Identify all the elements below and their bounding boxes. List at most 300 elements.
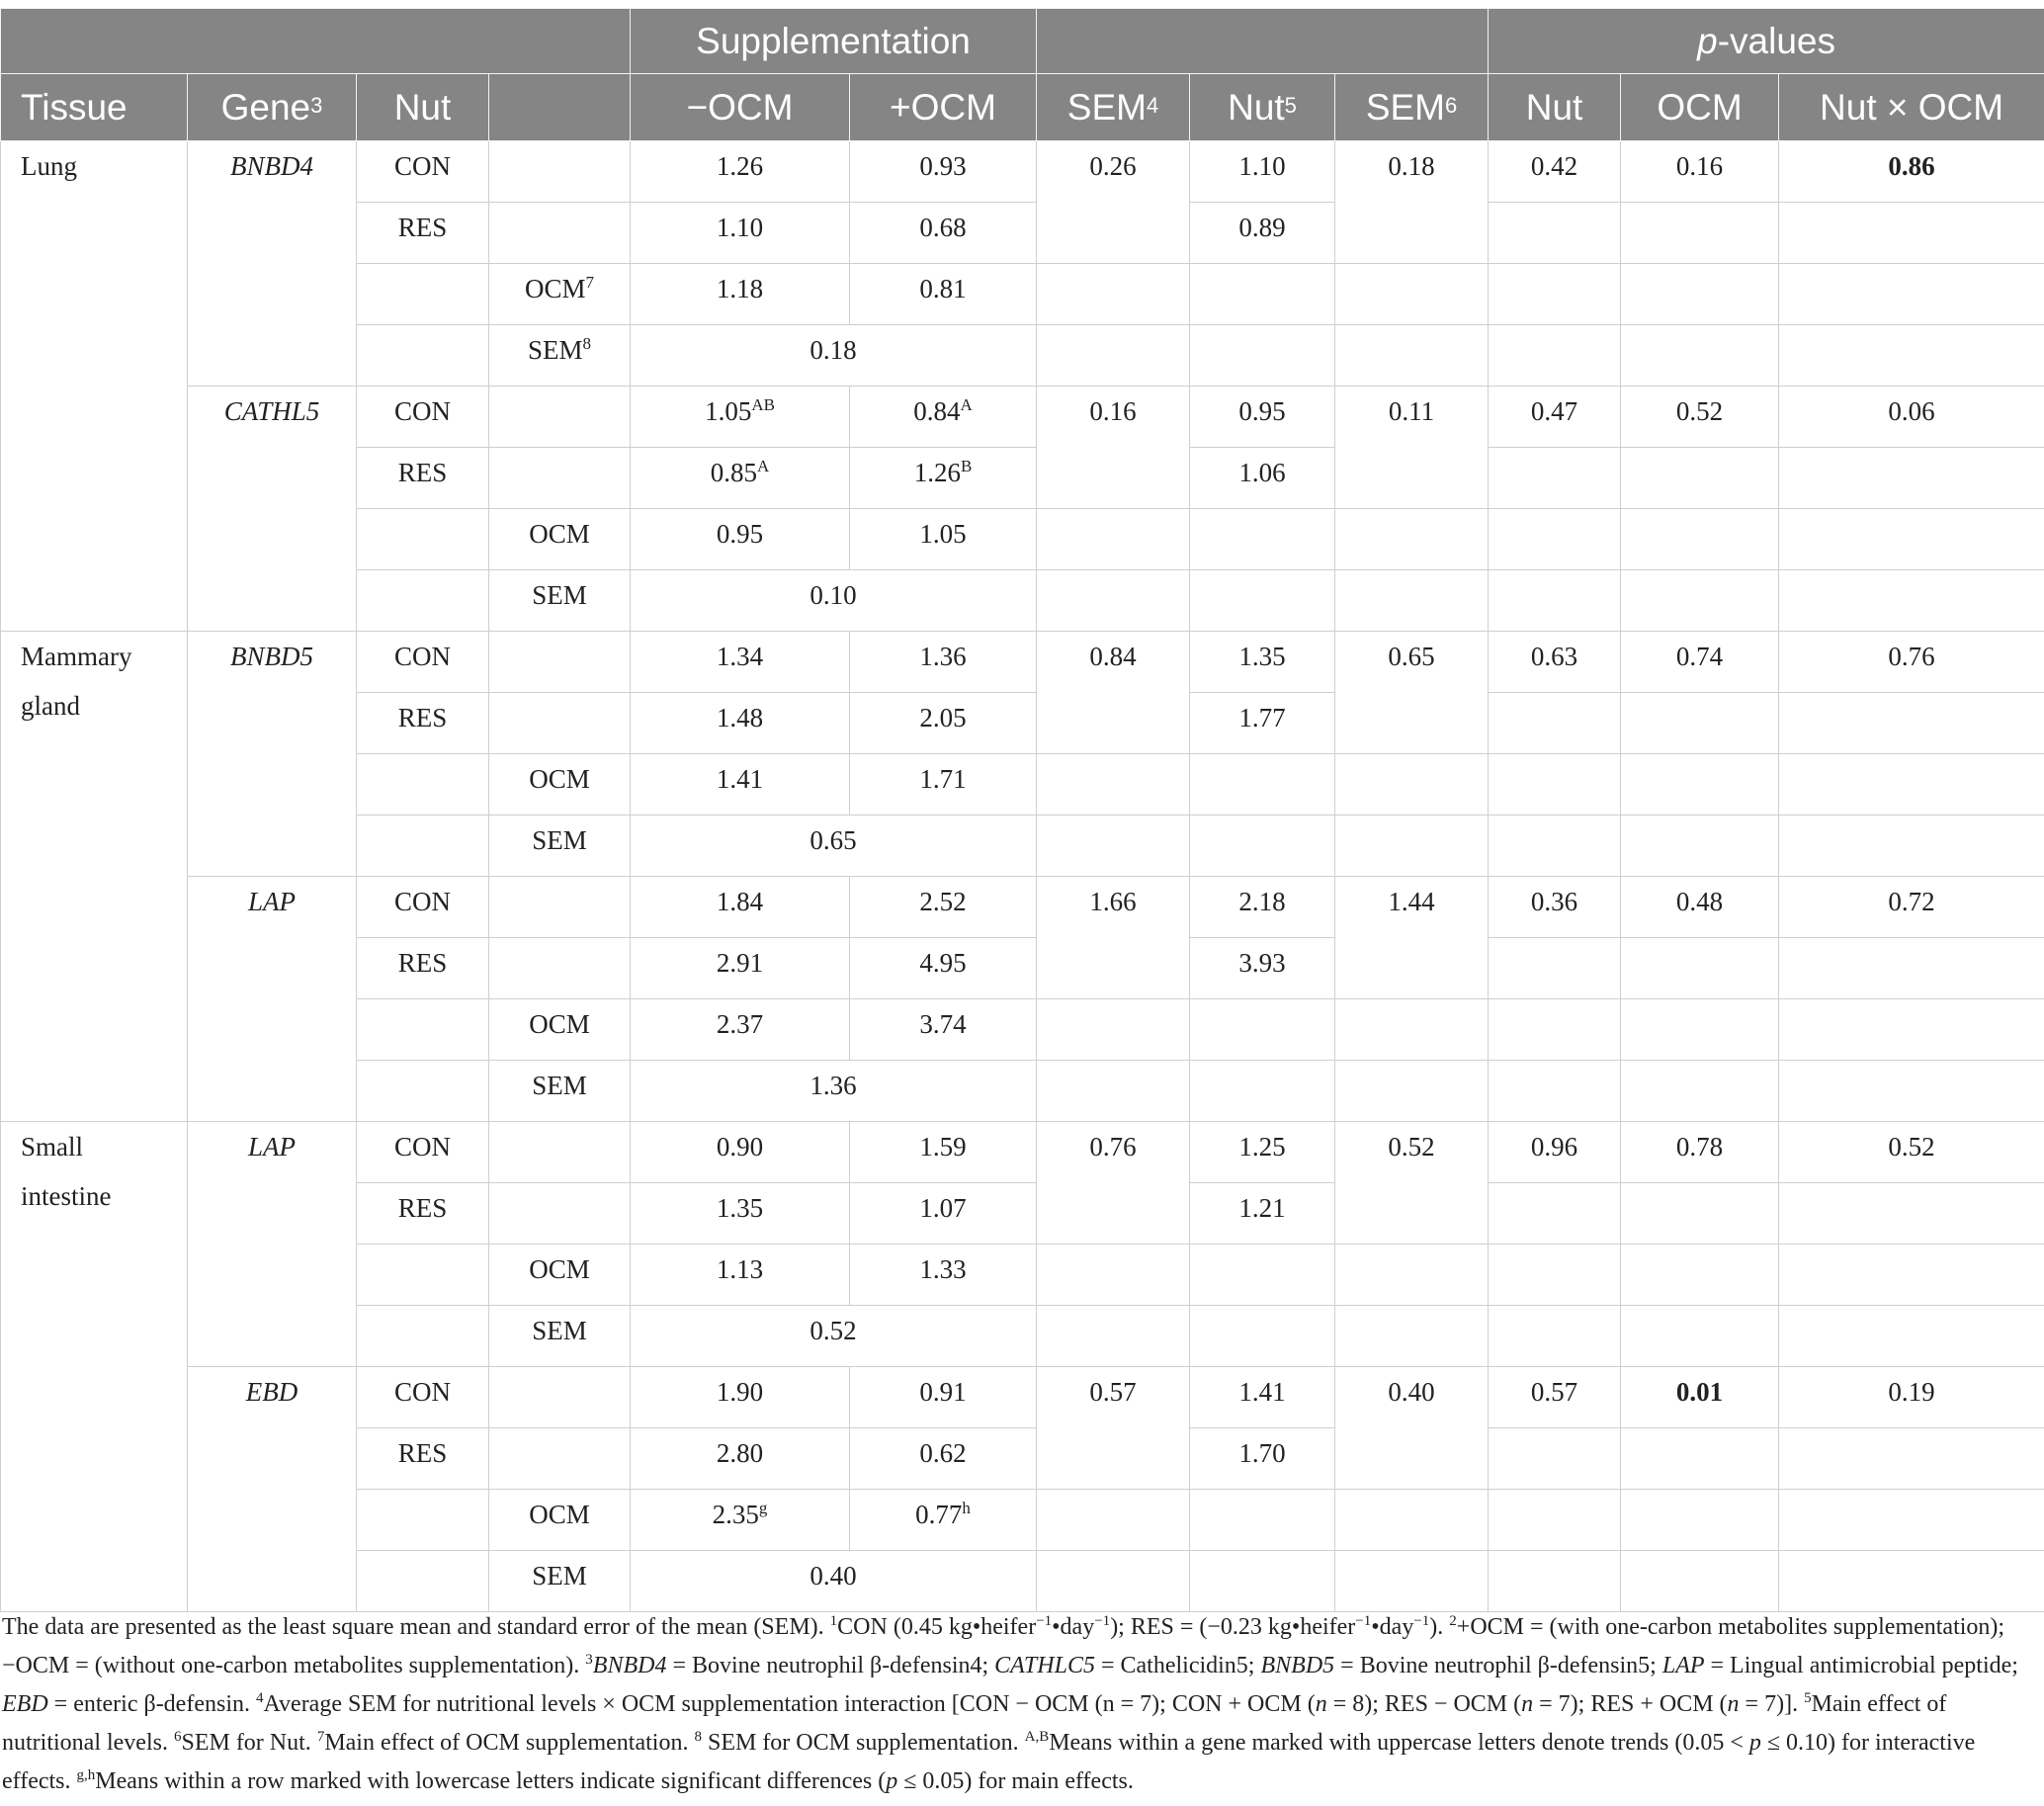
nut5-cell: [1190, 509, 1335, 570]
p-nut-cell: [1489, 632, 1621, 693]
factor-cell: [489, 938, 631, 999]
sem4-cell: [1037, 264, 1190, 325]
p-int-cell-value: 0.19: [1888, 1377, 1935, 1407]
sem6-cell: [1335, 999, 1489, 1061]
fn-text: SEM for Nut.: [181, 1730, 317, 1756]
p-nut-cell: [1489, 816, 1621, 877]
p-ocm-cell: [1621, 999, 1779, 1061]
nut-level-cell-value: CON: [393, 1377, 451, 1407]
p-int-cell: [1779, 509, 2044, 570]
p-nut-cell: [1489, 1122, 1621, 1183]
nut5-cell-value: 1.06: [1238, 458, 1286, 487]
nut5-cell-value: 1.41: [1238, 1377, 1286, 1407]
sem4-cell: [1037, 325, 1190, 387]
factor-cell-value: OCM: [529, 1009, 590, 1039]
fn-marker: −1: [1094, 1613, 1111, 1629]
minus-ocm-cell-value: 1.26: [716, 151, 764, 181]
p-int-cell: [1779, 264, 2044, 325]
p-ocm-cell: [1621, 1490, 1779, 1551]
tissue-cell-value: Lung: [21, 151, 77, 181]
col-sem6-label: SEM: [1365, 86, 1445, 128]
fn-text: = Bovine neutrophil β-defensin4;: [666, 1653, 995, 1678]
p-int-cell-value: 0.52: [1888, 1132, 1935, 1161]
plus-ocm-cell-value: 1.71: [919, 764, 967, 794]
p-ocm-cell: [1621, 938, 1779, 999]
plus-ocm-cell-sup: A: [960, 395, 973, 414]
p-nut-cell: [1489, 1183, 1621, 1245]
plus-ocm-cell: [850, 999, 1037, 1061]
sem6-cell: [1335, 632, 1489, 754]
p-ocm-cell: [1621, 1428, 1779, 1490]
plus-ocm-cell: [850, 1490, 1037, 1551]
nut-level-cell: [357, 1367, 489, 1428]
tissue-cell: [1, 141, 188, 632]
sem-ocm-cell: [631, 1306, 1037, 1367]
minus-ocm-cell-value: 1.13: [716, 1254, 764, 1284]
minus-ocm-cell-value: 2.37: [716, 1009, 764, 1039]
fn-gene: LAP: [1661, 1653, 1705, 1678]
p-nut-cell: [1489, 509, 1621, 570]
fn-gene: BNBD4: [592, 1653, 667, 1678]
minus-ocm-cell: [631, 1122, 850, 1183]
fn-marker: A,B: [1024, 1729, 1050, 1745]
sem4-cell: [1037, 1122, 1190, 1245]
nut-level-cell: [357, 1306, 489, 1367]
nut-level-cell-value: CON: [393, 396, 451, 426]
p-int-cell: [1779, 754, 2044, 816]
factor-cell: [489, 141, 631, 203]
nut-level-cell-value: RES: [397, 213, 448, 242]
sem6-cell: [1335, 1122, 1489, 1245]
col-nut5-label: Nut: [1228, 86, 1285, 128]
minus-ocm-cell: [631, 264, 850, 325]
nut-level-cell-value: RES: [397, 1438, 448, 1468]
factor-cell: [489, 1245, 631, 1306]
nut5-cell: [1190, 1428, 1335, 1490]
factor-cell: [489, 877, 631, 938]
plus-ocm-cell: [850, 877, 1037, 938]
sem6-cell: [1335, 1490, 1489, 1551]
minus-ocm-cell: [631, 1490, 850, 1551]
p-nut-cell: [1489, 570, 1621, 632]
minus-ocm-cell: [631, 448, 850, 509]
gene-cell: [188, 387, 357, 632]
minus-ocm-cell: [631, 999, 850, 1061]
factor-cell: [489, 387, 631, 448]
factor-cell: [489, 816, 631, 877]
minus-ocm-cell-value: 1.18: [716, 274, 764, 303]
plus-ocm-cell: [850, 632, 1037, 693]
nut5-cell: [1190, 999, 1335, 1061]
p-ocm-cell: [1621, 693, 1779, 754]
p-ocm-cell-value: 0.01: [1675, 1377, 1724, 1407]
minus-ocm-cell-value: 2.35: [712, 1500, 759, 1529]
tissue-cell: [1, 632, 188, 1122]
nut-level-cell: [357, 141, 489, 203]
factor-cell-value: OCM: [529, 519, 590, 549]
nut-level-cell: [357, 1183, 489, 1245]
header-pvalues: [1489, 9, 2044, 74]
factor-cell: [489, 1183, 631, 1245]
p-nut-cell: [1489, 141, 1621, 203]
table-row: [1, 387, 2044, 448]
p-int-cell: [1779, 693, 2044, 754]
fn-marker: 4: [255, 1690, 264, 1706]
minus-ocm-cell: [631, 1183, 850, 1245]
minus-ocm-cell-value: 0.85: [710, 458, 757, 487]
p-nut-cell: [1489, 387, 1621, 448]
col-sem4-sup: 4: [1146, 92, 1159, 118]
gene-cell-value: CATHL5: [223, 396, 320, 426]
plus-ocm-cell-value: 0.68: [919, 213, 967, 242]
plus-ocm-cell: [850, 1122, 1037, 1183]
fn-text: = enteric β-defensin.: [47, 1691, 256, 1717]
fn-text: •day: [1052, 1614, 1095, 1640]
header-row-2: [1, 74, 2044, 141]
nut-level-cell: [357, 632, 489, 693]
p-nut-cell: [1489, 999, 1621, 1061]
table-row: [1, 877, 2044, 938]
sem-ocm-cell-value: 0.18: [809, 335, 857, 365]
nut-level-cell-value: RES: [397, 458, 448, 487]
p-nut-cell: [1489, 1490, 1621, 1551]
col-tissue: Tissue: [1, 74, 188, 141]
minus-ocm-cell-sup: g: [758, 1499, 768, 1517]
factor-cell: [489, 754, 631, 816]
fn-marker: g,h: [76, 1767, 96, 1783]
fn-marker: 1: [829, 1613, 838, 1629]
sem4-cell: [1037, 1245, 1190, 1306]
gene-cell: [188, 1367, 357, 1612]
factor-cell-value: OCM: [524, 274, 586, 303]
col-gene-label: Gene: [220, 86, 311, 128]
nut5-cell: [1190, 1367, 1335, 1428]
plus-ocm-cell-value: 3.74: [919, 1009, 967, 1039]
nut5-cell: [1190, 816, 1335, 877]
gene-cell-value: LAP: [247, 1132, 296, 1161]
sem4-cell: [1037, 877, 1190, 999]
factor-cell: [489, 693, 631, 754]
factor-cell: [489, 632, 631, 693]
nut-level-cell-value: RES: [397, 703, 448, 732]
p-int-cell: [1779, 816, 2044, 877]
factor-cell: [489, 999, 631, 1061]
p-ocm-cell: [1621, 325, 1779, 387]
minus-ocm-cell-value: 1.05: [705, 396, 752, 426]
p-ocm-cell: [1621, 1367, 1779, 1428]
nut5-cell-value: 2.18: [1238, 887, 1286, 916]
gene-cell: [188, 1122, 357, 1367]
fn-text: = 8); RES − OCM (: [1326, 1691, 1522, 1717]
fn-text: Means within a row marked with lowercase letters indicate significant differences (: [95, 1768, 887, 1794]
p-int-cell: [1779, 1183, 2044, 1245]
sem4-cell-value: 1.66: [1089, 887, 1137, 916]
sem4-cell-value: 0.76: [1089, 1132, 1137, 1161]
factor-cell-value: SEM: [527, 335, 583, 365]
sem-ocm-cell-value: 1.36: [809, 1071, 857, 1100]
minus-ocm-cell: [631, 509, 850, 570]
minus-ocm-cell: [631, 877, 850, 938]
col-nut: Nut: [357, 74, 489, 141]
sem6-cell-value: 0.65: [1388, 642, 1435, 671]
minus-ocm-cell: [631, 1245, 850, 1306]
factor-cell: [489, 325, 631, 387]
plus-ocm-cell-value: 1.36: [919, 642, 967, 671]
plus-ocm-cell-value: 2.05: [919, 703, 967, 732]
factor-cell: [489, 509, 631, 570]
header-blank-2: [1037, 9, 1489, 74]
p-ocm-cell: [1621, 1306, 1779, 1367]
minus-ocm-cell-value: 1.41: [716, 764, 764, 794]
p-nut-cell: [1489, 448, 1621, 509]
fn-italic: n: [1315, 1691, 1327, 1717]
minus-ocm-cell: [631, 1367, 850, 1428]
nut5-cell-value: 3.93: [1238, 948, 1286, 978]
sem6-cell: [1335, 509, 1489, 570]
sem-ocm-cell: [631, 325, 1037, 387]
sem6-cell: [1335, 387, 1489, 509]
fn-marker: 7: [316, 1729, 325, 1745]
nut5-cell: [1190, 632, 1335, 693]
sem4-cell: [1037, 1490, 1190, 1551]
p-nut-cell: [1489, 1428, 1621, 1490]
p-nut-cell: [1489, 325, 1621, 387]
fn-marker: −1: [1036, 1613, 1053, 1629]
factor-cell-value: OCM: [529, 764, 590, 794]
gene-cell: [188, 877, 357, 1122]
col-sem6-sup: 6: [1445, 92, 1458, 118]
col-factor: [489, 74, 631, 141]
minus-ocm-cell-value: 1.34: [716, 642, 764, 671]
p-nut-cell-value: 0.36: [1530, 887, 1578, 916]
p-int-cell: [1779, 938, 2044, 999]
plus-ocm-cell: [850, 693, 1037, 754]
nut5-cell: [1190, 448, 1335, 509]
p-nut-cell: [1489, 1367, 1621, 1428]
minus-ocm-cell-sup: AB: [751, 395, 775, 414]
sem6-cell-value: 0.11: [1388, 396, 1435, 426]
factor-cell: [489, 264, 631, 325]
nut-level-cell-value: CON: [393, 1132, 451, 1161]
p-nut-cell: [1489, 754, 1621, 816]
fn-text: = Bovine neutrophil β-defensin5;: [1334, 1653, 1662, 1678]
sem6-cell: [1335, 754, 1489, 816]
p-int-cell: [1779, 1122, 2044, 1183]
nut5-cell: [1190, 754, 1335, 816]
header-pvalues-p: p: [1697, 20, 1718, 61]
sem6-cell-value: 0.40: [1388, 1377, 1435, 1407]
sem-ocm-cell-value: 0.52: [809, 1316, 857, 1345]
sem6-cell-value: 0.52: [1388, 1132, 1435, 1161]
sem6-cell: [1335, 1551, 1489, 1612]
minus-ocm-cell-value: 2.91: [716, 948, 764, 978]
tissue-cell: [1, 1122, 188, 1612]
fn-text: = Cathelicidin5;: [1094, 1653, 1261, 1678]
p-ocm-cell-value: 0.16: [1675, 151, 1724, 181]
p-ocm-cell-value: 0.74: [1675, 642, 1724, 671]
sem4-cell-value: 0.16: [1089, 396, 1137, 426]
sem6-cell-value: 0.18: [1388, 151, 1435, 181]
tissue-cell-value: Mammary gland: [21, 642, 132, 721]
nut5-cell: [1190, 325, 1335, 387]
nut-level-cell: [357, 448, 489, 509]
nut-level-cell: [357, 509, 489, 570]
col-p-ocm: OCM: [1621, 74, 1779, 141]
plus-ocm-cell-value: 0.62: [919, 1438, 967, 1468]
fn-text: ); RES = (−0.23 kg•heifer: [1110, 1614, 1356, 1640]
sem4-cell: [1037, 1306, 1190, 1367]
factor-cell-sup: 7: [585, 273, 594, 292]
factor-cell-value: SEM: [532, 1071, 587, 1100]
col-gene-sup: 3: [310, 92, 323, 118]
nut-level-cell: [357, 325, 489, 387]
p-int-cell: [1779, 877, 2044, 938]
plus-ocm-cell-value: 1.07: [919, 1193, 967, 1223]
minus-ocm-cell-value: 2.80: [716, 1438, 764, 1468]
plus-ocm-cell: [850, 1367, 1037, 1428]
p-nut-cell: [1489, 877, 1621, 938]
factor-cell: [489, 448, 631, 509]
nut5-cell: [1190, 1490, 1335, 1551]
nut5-cell: [1190, 264, 1335, 325]
fn-text: CON (0.45 kg•heifer: [837, 1614, 1037, 1640]
sem4-cell: [1037, 1551, 1190, 1612]
header-blank-1: [1, 9, 631, 74]
header-row-1: [1, 9, 2044, 74]
plus-ocm-cell-value: 0.91: [919, 1377, 967, 1407]
minus-ocm-cell: [631, 203, 850, 264]
sem6-cell: [1335, 325, 1489, 387]
p-int-cell-value: 0.76: [1888, 642, 1935, 671]
p-ocm-cell: [1621, 1245, 1779, 1306]
table-row: [1, 141, 2044, 203]
p-nut-cell-value: 0.96: [1530, 1132, 1578, 1161]
factor-cell-value: OCM: [529, 1500, 590, 1529]
nut5-cell-value: 1.25: [1238, 1132, 1286, 1161]
nut-level-cell: [357, 1061, 489, 1122]
plus-ocm-cell: [850, 509, 1037, 570]
p-ocm-cell: [1621, 1183, 1779, 1245]
gene-cell: [188, 632, 357, 877]
nut-level-cell-value: RES: [397, 948, 448, 978]
fn-italic: p: [1748, 1730, 1761, 1756]
plus-ocm-cell: [850, 203, 1037, 264]
sem4-cell-value: 0.26: [1089, 151, 1137, 181]
col-p-int: Nut × OCM: [1779, 74, 2044, 141]
minus-ocm-cell-value: 0.95: [716, 519, 764, 549]
p-int-cell-value: 0.86: [1888, 151, 1935, 181]
sem6-cell: [1335, 570, 1489, 632]
col-p-nut: Nut: [1489, 74, 1621, 141]
results-table: [0, 8, 2044, 1612]
nut-level-cell: [357, 938, 489, 999]
p-int-cell-value: 0.06: [1888, 396, 1935, 426]
sem6-cell-value: 1.44: [1388, 887, 1435, 916]
nut5-cell-value: 1.77: [1238, 703, 1286, 732]
table-row: [1, 1367, 2044, 1428]
factor-cell: [489, 1367, 631, 1428]
fn-gene: BNBD5: [1260, 1653, 1335, 1678]
p-nut-cell-value: 0.57: [1530, 1377, 1578, 1407]
p-int-cell: [1779, 203, 2044, 264]
minus-ocm-cell-value: 1.48: [716, 703, 764, 732]
plus-ocm-cell-value: 0.77: [915, 1500, 963, 1529]
nut-level-cell: [357, 816, 489, 877]
col-plus-ocm: +OCM: [850, 74, 1037, 141]
nut5-cell: [1190, 203, 1335, 264]
minus-ocm-cell: [631, 387, 850, 448]
p-nut-cell: [1489, 938, 1621, 999]
nut-level-cell: [357, 1245, 489, 1306]
p-int-cell: [1779, 387, 2044, 448]
nut5-cell: [1190, 1306, 1335, 1367]
gene-cell: [188, 141, 357, 387]
sem4-cell: [1037, 754, 1190, 816]
factor-cell: [489, 1490, 631, 1551]
header-pvalues-suffix: -values: [1717, 20, 1835, 61]
nut-level-cell: [357, 387, 489, 448]
plus-ocm-cell-value: 1.05: [919, 519, 967, 549]
p-nut-cell: [1489, 1551, 1621, 1612]
sem-ocm-cell-value: 0.65: [809, 825, 857, 855]
fn-text: ).: [1429, 1614, 1450, 1640]
fn-gene: CATHLC5: [994, 1653, 1095, 1678]
p-ocm-cell-value: 0.78: [1675, 1132, 1724, 1161]
fn-text: Average SEM for nutritional levels × OCM supplementation interaction [CON − OCM (n = 7); CON + OCM (: [263, 1691, 1316, 1717]
factor-cell-value: SEM: [532, 580, 587, 610]
p-ocm-cell: [1621, 1061, 1779, 1122]
fn-text: Means within a gene marked with uppercase letters denote trends (0.05 <: [1049, 1730, 1749, 1756]
factor-cell: [489, 1551, 631, 1612]
fn-text: = Lingual antimicrobial peptide;: [1704, 1653, 2018, 1678]
p-ocm-cell: [1621, 1122, 1779, 1183]
fn-text: = 7)].: [1739, 1691, 1805, 1717]
plus-ocm-cell-value: 1.26: [913, 458, 961, 487]
p-int-cell-value: 0.72: [1888, 887, 1935, 916]
plus-ocm-cell-value: 0.81: [919, 274, 967, 303]
fn-italic: n: [1521, 1691, 1534, 1717]
factor-cell-value: OCM: [529, 1254, 590, 1284]
sem-ocm-cell-value: 0.40: [809, 1561, 857, 1591]
p-ocm-cell: [1621, 448, 1779, 509]
plus-ocm-cell-sup: B: [960, 457, 973, 475]
p-nut-cell-value: 0.63: [1530, 642, 1578, 671]
nut-level-cell-value: CON: [393, 887, 451, 916]
plus-ocm-cell-sup: h: [962, 1499, 971, 1517]
nut5-cell: [1190, 1245, 1335, 1306]
nut-level-cell: [357, 1490, 489, 1551]
fn-marker: 5: [1804, 1690, 1812, 1706]
factor-cell: [489, 1061, 631, 1122]
p-nut-cell: [1489, 203, 1621, 264]
table-row: [1, 632, 2044, 693]
col-minus-ocm: −OCM: [631, 74, 850, 141]
p-int-cell: [1779, 1306, 2044, 1367]
col-nut5-sup: 5: [1284, 92, 1297, 118]
factor-cell-value: SEM: [532, 1561, 587, 1591]
p-nut-cell-value: 0.42: [1530, 151, 1578, 181]
p-nut-cell: [1489, 1245, 1621, 1306]
nut5-cell: [1190, 877, 1335, 938]
sem4-cell: [1037, 1367, 1190, 1490]
plus-ocm-cell: [850, 754, 1037, 816]
p-int-cell: [1779, 632, 2044, 693]
nut5-cell: [1190, 141, 1335, 203]
fn-text: = 7); RES + OCM (: [1533, 1691, 1728, 1717]
nut5-cell-value: 1.21: [1238, 1193, 1286, 1223]
sem-ocm-cell-value: 0.10: [809, 580, 857, 610]
minus-ocm-cell: [631, 632, 850, 693]
